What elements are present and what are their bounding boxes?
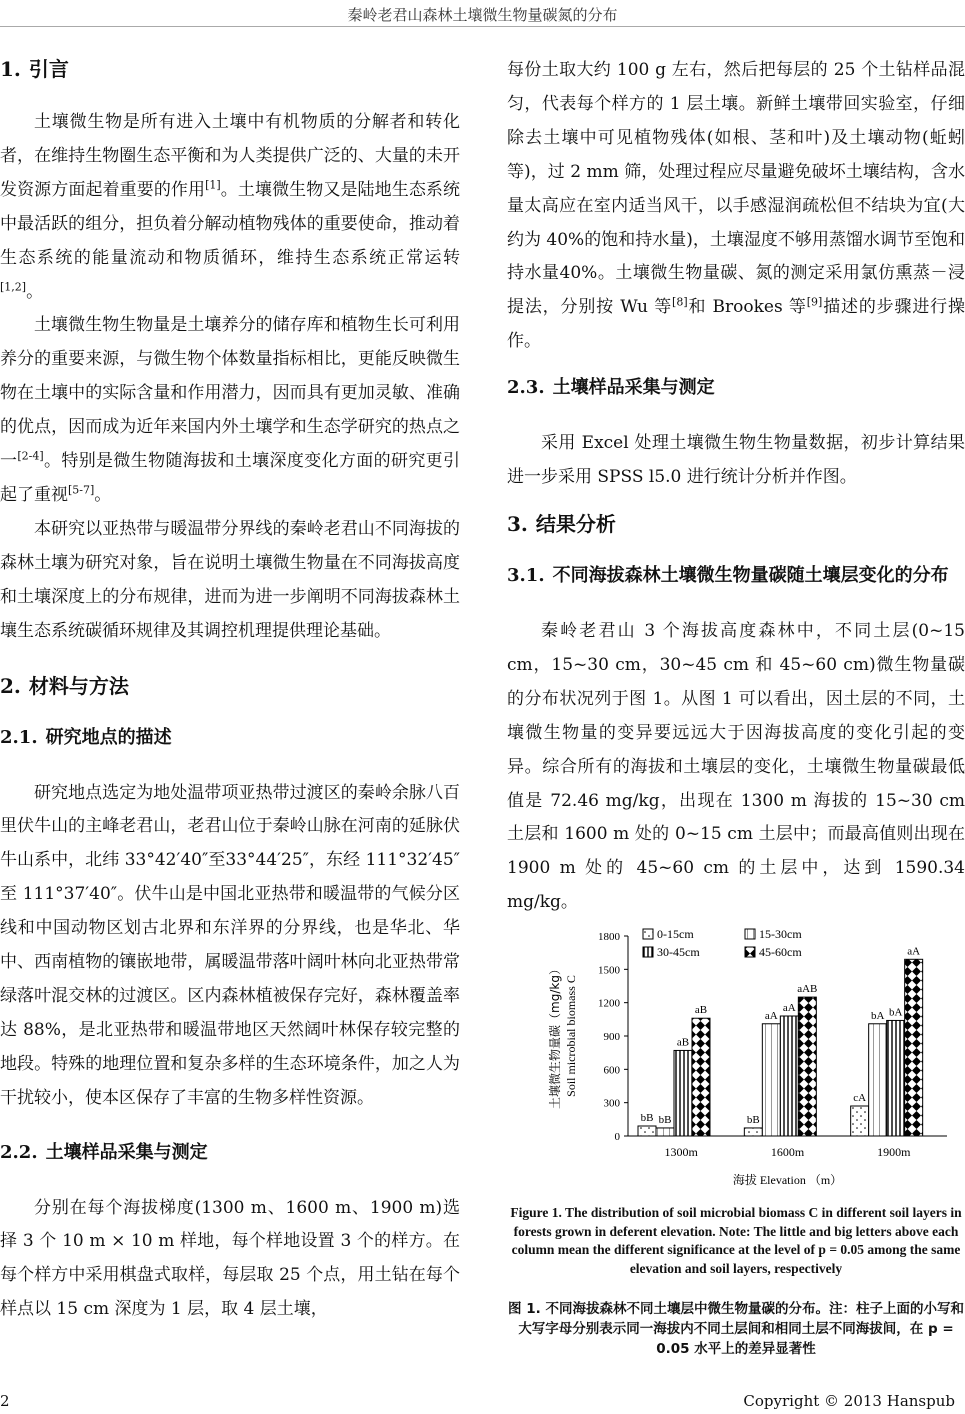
legend-label: 0-15cm	[657, 927, 694, 941]
x-axis-label: 海拔 Elevation （m）	[732, 1173, 843, 1187]
legend-swatch	[745, 947, 755, 957]
paragraph-text: 描述的步骤进行操作。	[507, 297, 965, 352]
bar	[674, 1050, 692, 1136]
citation: [8]	[672, 295, 688, 309]
bar-label: aA	[907, 945, 921, 958]
y-axis-label-en: Soil microbial biomass C	[564, 975, 578, 1097]
subsection-2-2-heading	[0, 1138, 460, 1168]
bar-label: cA	[853, 1092, 867, 1104]
methods-stats-paragraph: 采用 Excel 处理土壤微生物生物量数据，初步计算结果进一步采用 SPSS l5.0 进行统计分析并作图。	[507, 433, 965, 488]
intro-paragraph-3: 本研究以亚热带与暖温带分界线的秦岭老君山不同海拔的森林土壤为研究对象，旨在说明土壤微生物量在不同海拔高度和土壤深度上的分布规律，进而为进一步阐明不同海拔森林土壤生态系统碳循环规律及其调控机理提供理论基础。	[0, 518, 460, 641]
copyright: Copyright © 2013 Hanspub	[743, 1392, 955, 1410]
paragraph-text: 。	[94, 484, 112, 505]
subsection-title: 土壤样品采集与测定	[552, 377, 715, 399]
bar-label: aAB	[797, 983, 818, 996]
y-tick-label: 1200	[598, 997, 620, 1010]
y-tick-label: 300	[603, 1097, 620, 1110]
subsection-title: 不同海拔森林土壤微生物量碳随土壤层变化的分布	[552, 564, 949, 586]
y-tick-label: 600	[603, 1064, 620, 1077]
x-tick-label: 1900m	[877, 1145, 911, 1159]
section-title: 结果分析	[535, 511, 616, 536]
bar-label: bB	[658, 1113, 672, 1126]
citation: [5-7]	[68, 483, 95, 497]
bar-label: bB	[640, 1112, 654, 1124]
intro-paragraph-1	[0, 106, 460, 309]
bar	[798, 997, 816, 1136]
legend-swatch	[643, 929, 653, 939]
bar-label: bA	[870, 1009, 885, 1022]
left-column	[0, 54, 460, 1327]
paragraph-text: 。特别是微生物随海拔和土壤深度变化方面的研究更引起了重视	[0, 451, 461, 505]
bar-label: bB	[746, 1113, 760, 1126]
paragraph-text: 土壤微生物生物量是土壤养分的储存库和植物生长可利用养分的重要来源，与微生物个体数量指标相比，更能反映微生物在土壤中的实际含量和作用潜力，因而具有更加灵敏、准确的优点，因而成为近年来国内外土壤学和生态学研究的热点之一	[0, 315, 460, 472]
page-number: 2	[0, 1392, 10, 1410]
subsection-number: 2.2.	[0, 1141, 38, 1163]
figure-caption-zh: 图 1. 不同海拔森林不同土壤层中微生物量碳的分布。注：柱子上面的小写和大写字母分别表示同一海拔内不同土层间和相同土层不同海拔间，在 p = 0.05 水平上的差异显著性	[508, 1301, 964, 1357]
citation: [1]	[205, 178, 221, 192]
methods-site-paragraph: 研究地点选定为地处温带项亚热带过渡区的秦岭余脉八百里伏牛山的主峰老君山，老君山位于秦岭山脉在河南的延脉伏牛山系中，北纬 33°42′40″至33°44′25″，东经 111°32′45″至 111°37′40″。伏牛山是中国北亚热带和暖温带的气候分区线和中国动物区划古北界和东洋界的分界线，也是华北、华中、西南植物的镶嵌地带，属暖温带落叶阔叶林向北亚热带常绿落叶混交林的过渡区。区内森林植被保存完好，森林覆盖率达 88%，是北亚热带和暖温带地区天然阔叶林保存较完整的地段。特殊的地理位置和复杂多样的生态环境条件，加之人为干扰较小，使本区保存了丰富的生物多样性资源。	[0, 782, 460, 1108]
x-tick-label: 1300m	[664, 1145, 698, 1159]
paragraph-text: 。	[26, 281, 44, 302]
paragraph-text: 和 Brookes 等	[687, 297, 807, 318]
citation: [9]	[806, 295, 823, 309]
paragraph-text: 。土壤微生物又是陆地生态系统中最活跃的组分，担负着分解动植物残体的重要使命，推动着生态系统的能量流动和物质循环，维持生态系统正常运转	[0, 179, 461, 268]
bar	[762, 1024, 780, 1136]
y-axis-label-zh: 土壤微生物量碳（mg/kg）	[548, 963, 562, 1109]
bar-label: aB	[676, 1036, 690, 1049]
y-tick-label: 900	[603, 1031, 620, 1043]
bar	[656, 1128, 674, 1136]
bar	[780, 1016, 798, 1136]
section-number: 2.	[0, 673, 21, 698]
section-title: 引言	[28, 57, 69, 81]
citation: [1,2]	[0, 279, 27, 293]
paragraph-text: 每份土取大约 100 g 左右，然后把每层的 25 个土钻样品混匀，代表每个样方的 1 层土壤。新鲜土壤带回实验室，仔细除去土壤中可见植物残体(如根、茎和叶)及土壤动物(蚯蚓等)，过 2 mm 筛，处理过程应尽量避免破坏土壤结构，含水量太高应在室内适当风干，以手感湿润疏松但不结块为宜(大约为 40%的饱和持水量)，土壤湿度不够用蒸馏水调节至饱和持水量40%。土壤微生物量碳、氮的测定采用氯仿熏蒸－浸提法，分别按 Wu 等	[507, 60, 965, 318]
bar	[851, 1106, 869, 1136]
bar-label: aA	[782, 1002, 796, 1014]
y-tick-label: 1800	[598, 931, 620, 943]
intro-paragraph-2	[0, 309, 460, 512]
section-intro-heading	[0, 54, 460, 84]
bar	[887, 1020, 905, 1136]
right-column	[507, 54, 965, 920]
paragraph-text: 土壤微生物是所有进入土壤中有机物质的分解者和转化者，在维持生物圈生态平衡和为人类提供广泛的、大量的未开发资源方面起着重要的作用	[0, 112, 460, 200]
y-tick-label: 0	[614, 1131, 620, 1143]
citation: [2-4]	[17, 449, 44, 463]
bar	[744, 1128, 762, 1136]
subsection-title: 研究地点的描述	[45, 726, 172, 748]
subsection-number: 2.1.	[0, 726, 38, 748]
methods-sampling-paragraph-right	[507, 54, 965, 359]
running-head: 秦岭老君山森林土壤微生物量碳氮的分布	[347, 6, 618, 24]
section-methods-heading	[0, 671, 460, 701]
bar-label: aA	[764, 1009, 778, 1022]
subsection-title: 土壤样品采集与测定	[45, 1141, 208, 1163]
bar	[638, 1126, 656, 1136]
bar-label: aB	[694, 1004, 708, 1017]
subsection-3-1-heading	[507, 561, 965, 591]
bar	[692, 1018, 710, 1136]
subsection-number: 3.1.	[507, 564, 545, 586]
subsection-2-1-heading	[0, 723, 460, 753]
legend-label: 15-30cm	[759, 927, 802, 941]
legend-label: 45-60cm	[759, 945, 802, 959]
subsection-2-3-heading	[507, 373, 965, 403]
header-rule	[0, 26, 965, 27]
y-tick-label: 1500	[598, 964, 620, 977]
methods-sampling-paragraph-left: 分别在每个海拔梯度(1300 m、1600 m、1900 m)选择 3 个 10 m × 10 m 样地，每个样地设置 3 个的样方。在每个样方中采用棋盘式取样，每层取 25 个点，用土钻在每个样点以 15 cm 深度为 1 层，取 4 层土壤，	[0, 1197, 460, 1320]
section-number: 1.	[0, 57, 21, 81]
section-results-heading	[507, 509, 965, 539]
legend-swatch	[745, 929, 755, 939]
section-title: 材料与方法	[28, 673, 129, 698]
section-number: 3.	[507, 511, 528, 536]
legend-swatch	[643, 947, 653, 957]
figure-caption-en: Figure 1. The distribution of soil microbial biomass C in different soil layers in forests grown in deferent elevation. Note: The little and big letters above each column mean the different significance at the level of p = 0.05 among the same elevation and soil layers, respectively	[510, 1205, 962, 1276]
bar	[905, 959, 923, 1136]
bar-chart	[507, 922, 965, 1202]
subsection-number: 2.3.	[507, 377, 545, 399]
x-tick-label: 1600m	[770, 1145, 805, 1159]
results-paragraph: 秦岭老君山 3 个海拔高度森林中，不同土层(0~15 cm，15~30 cm，30~45 cm 和 45~60 cm)微生物量碳的分布状况列于图 1。从图 1 可以看出，因土层的不同，土壤微生物量的变异要远远大于因海拔高度的变化引起的变异。综合所有的海拔和土壤层的变化，土壤微生物量碳最低值是 72.46 mg/kg，出现在 1300 m 海拔的 15~30 cm 土层和 1600 m 处的 0~15 cm 土层中；而最高值则出现在 1900 m 处的 45~60 cm 的土层中，达到 1590.34 mg/kg。	[507, 620, 965, 913]
bar	[869, 1024, 887, 1136]
bar-label: bA	[888, 1006, 903, 1019]
legend-label: 30-45cm	[657, 945, 700, 959]
